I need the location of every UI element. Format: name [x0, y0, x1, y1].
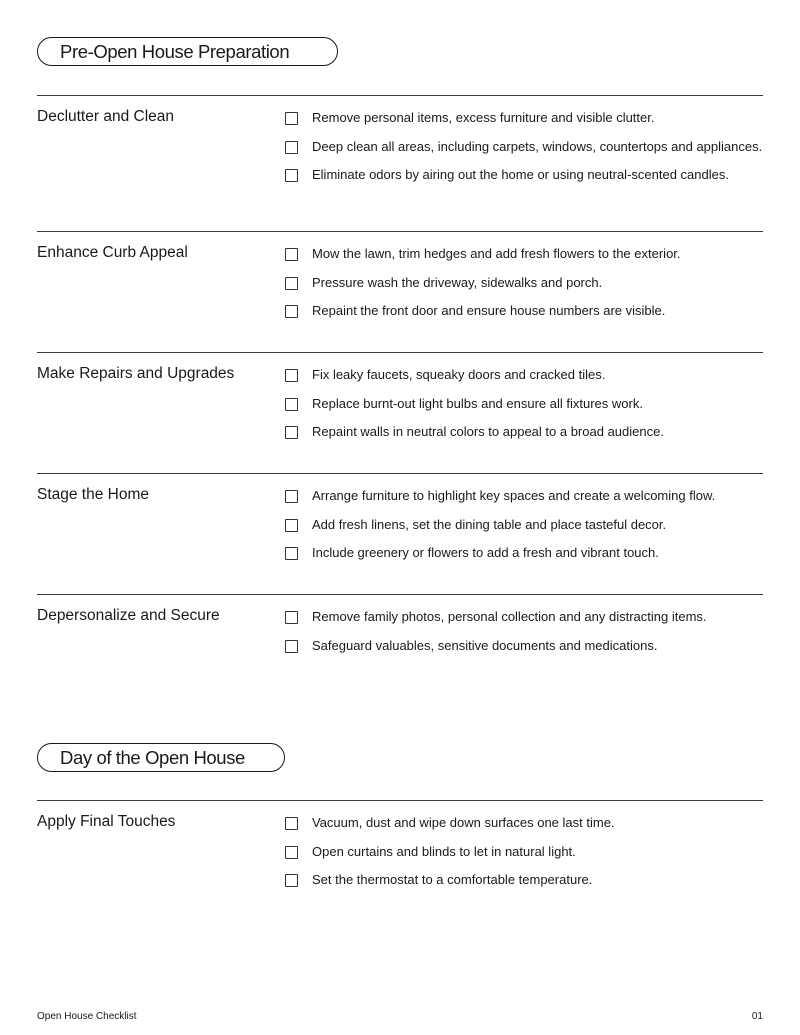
category-label: Declutter and Clean — [37, 108, 174, 125]
checklist-item[interactable] — [285, 275, 763, 292]
checklist-item-text: Repaint walls in neutral colors to appeal to a broad audience. — [312, 424, 664, 439]
checklist-item[interactable] — [285, 488, 763, 505]
checklist-group-final-touches — [37, 800, 763, 887]
checkbox[interactable] — [285, 611, 298, 624]
checklist-item[interactable] — [285, 844, 763, 861]
checklist-item-text: Fix leaky faucets, squeaky doors and cracked tiles. — [312, 367, 606, 382]
checkbox[interactable] — [285, 305, 298, 318]
checkbox[interactable] — [285, 369, 298, 382]
page-number: 01 — [751, 1011, 763, 1022]
checklist-item[interactable] — [285, 815, 763, 832]
checklist-item[interactable] — [285, 367, 763, 384]
footer-title: Open House Checklist — [37, 1011, 137, 1022]
checklist-item-text: Replace burnt-out light bulbs and ensure all fixtures work. — [312, 395, 643, 411]
checklist-item-text: Mow the lawn, trim hedges and add fresh flowers to the exterior. — [312, 246, 681, 261]
checklist-item[interactable] — [285, 872, 763, 889]
checkbox[interactable] — [285, 817, 298, 830]
checklist-item[interactable] — [285, 424, 763, 441]
checklist-group-curb-appeal — [37, 231, 763, 318]
category-label: Make Repairs and Upgrades — [37, 365, 235, 382]
category-label: Stage the Home — [37, 486, 150, 503]
checklist-item[interactable] — [285, 139, 763, 156]
checklist-group-repairs — [37, 352, 763, 439]
checklist-item[interactable] — [285, 517, 763, 534]
checkbox[interactable] — [285, 846, 298, 859]
checklist-item[interactable] — [285, 110, 763, 127]
checkbox[interactable] — [285, 398, 298, 411]
checkbox[interactable] — [285, 112, 298, 125]
checklist-item-text: Remove family photos, personal collection and any distracting items. — [312, 609, 707, 624]
category-label: Apply Final Touches — [37, 813, 176, 830]
checklist-item[interactable] — [285, 303, 763, 320]
checkbox[interactable] — [285, 547, 298, 560]
checklist-item-text: Remove personal items, excess furniture and visible clutter. — [312, 110, 655, 125]
checklist-item-text: Pressure wash the driveway, sidewalks and porch. — [312, 274, 603, 290]
checklist-item[interactable] — [285, 545, 763, 562]
checklist-item-text: Safeguard valuables, sensitive documents and medications. — [312, 637, 658, 653]
checklist-item-text: Set the thermostat to a comfortable temperature. — [312, 872, 593, 887]
section-title: Pre-Open House Preparation — [60, 40, 290, 62]
section-heading-open-house-day — [37, 743, 285, 772]
checklist-group-stage-home — [37, 473, 763, 560]
checkbox[interactable] — [285, 169, 298, 182]
category-label: Enhance Curb Appeal — [37, 244, 188, 261]
section-title: Day of the Open House — [60, 746, 245, 768]
checklist-items — [285, 488, 763, 574]
checkbox[interactable] — [285, 519, 298, 532]
checklist-item-text: Add fresh linens, set the dining table and place tasteful decor. — [312, 516, 667, 532]
checkbox[interactable] — [285, 490, 298, 503]
checkbox[interactable] — [285, 141, 298, 154]
checkbox[interactable] — [285, 248, 298, 261]
checkbox[interactable] — [285, 640, 298, 653]
checklist-item[interactable] — [285, 638, 763, 655]
checklist-items — [285, 110, 763, 196]
checklist-items — [285, 367, 763, 453]
checklist-item-text: Repaint the front door and ensure house numbers are visible. — [312, 303, 666, 318]
checklist-item-text: Eliminate odors by airing out the home or using neutral-scented candles. — [312, 167, 729, 182]
checkbox[interactable] — [285, 426, 298, 439]
category-label: Depersonalize and Secure — [37, 607, 220, 624]
checklist-item[interactable] — [285, 167, 763, 184]
section-heading-pre-open-house — [37, 37, 338, 66]
checklist-items — [285, 609, 763, 666]
checklist-item-text: Include greenery or flowers to add a fresh and vibrant touch. — [312, 545, 659, 560]
checklist-item-text: Deep clean all areas, including carpets, windows, countertops and appliances. — [312, 138, 763, 154]
checklist-item-text: Vacuum, dust and wipe down surfaces one last time. — [312, 815, 615, 830]
checklist-item[interactable] — [285, 609, 763, 626]
checklist-item-text: Open curtains and blinds to let in natural light. — [312, 843, 576, 859]
checklist-item-text: Arrange furniture to highlight key spaces and create a welcoming flow. — [312, 488, 716, 503]
checklist-item[interactable] — [285, 396, 763, 413]
checkbox[interactable] — [285, 874, 298, 887]
checklist-item[interactable] — [285, 246, 763, 263]
checklist-group-depersonalize — [37, 594, 763, 653]
checklist-items — [285, 815, 763, 901]
checklist-group-declutter — [37, 95, 763, 182]
checklist-items — [285, 246, 763, 332]
checkbox[interactable] — [285, 277, 298, 290]
